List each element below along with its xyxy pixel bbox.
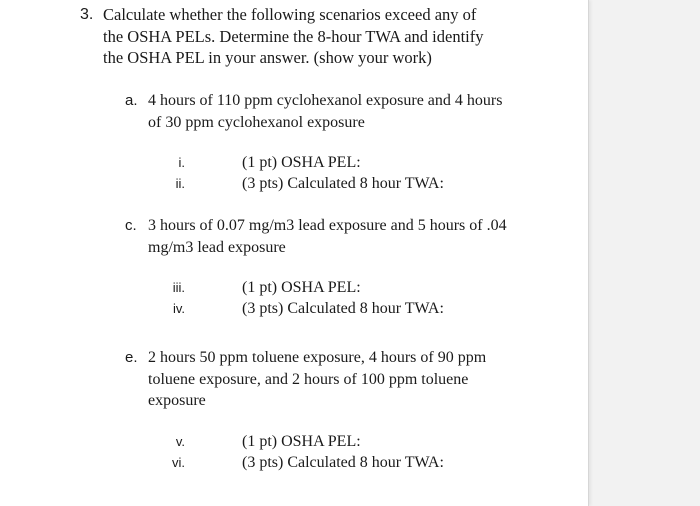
osha-pel-prompt: (1 pt) OSHA PEL: <box>242 279 361 296</box>
item-numeral: ii. <box>175 176 185 191</box>
scenario-e-text <box>148 347 538 412</box>
scenario-line: 2 hours 50 ppm toluene exposure, 4 hours of 90 ppm <box>148 349 487 366</box>
question-number: 3. <box>80 6 94 23</box>
osha-pel-prompt: (1 pt) OSHA PEL: <box>242 154 361 171</box>
twa-prompt: (3 pts) Calculated 8 hour TWA: <box>242 454 444 471</box>
scenario-line: exposure <box>148 392 206 409</box>
scenario-line: of 30 ppm cyclohexanol exposure <box>148 113 365 131</box>
item-numeral: i. <box>178 155 185 170</box>
scenario-line: mg/m3 lead exposure <box>148 238 286 256</box>
scenario-c-letter: c. <box>125 217 137 234</box>
twa-prompt: (3 pts) Calculated 8 hour TWA: <box>242 175 444 192</box>
scenario-c-text <box>148 215 538 258</box>
scenario-line: toluene exposure, and 2 hours of 100 ppm toluene <box>148 370 469 388</box>
item-numeral: v. <box>175 434 185 449</box>
question-line: the OSHA PELs. Determine the 8-hour TWA and identify <box>103 26 484 46</box>
osha-pel-prompt: (1 pt) OSHA PEL: <box>242 433 361 450</box>
question-line: the OSHA PEL in your answer. (show your work) <box>103 48 432 67</box>
item-numeral: iv. <box>172 301 185 316</box>
item-numeral: vi. <box>172 455 185 470</box>
scenario-e-letter: e. <box>125 349 138 366</box>
twa-prompt: (3 pts) Calculated 8 hour TWA: <box>242 300 444 317</box>
scenario-a-letter: a. <box>125 92 138 109</box>
scenario-line: 4 hours of 110 ppm cyclohexanol exposure and 4 hours <box>148 92 503 109</box>
question-line: Calculate whether the following scenarios exceed any of <box>103 5 477 24</box>
question-text <box>103 4 535 69</box>
scenario-a-text <box>148 90 538 133</box>
item-numeral: iii. <box>172 280 185 295</box>
scenario-line: 3 hours of 0.07 mg/m3 lead exposure and 5 hours of .04 <box>148 217 507 234</box>
